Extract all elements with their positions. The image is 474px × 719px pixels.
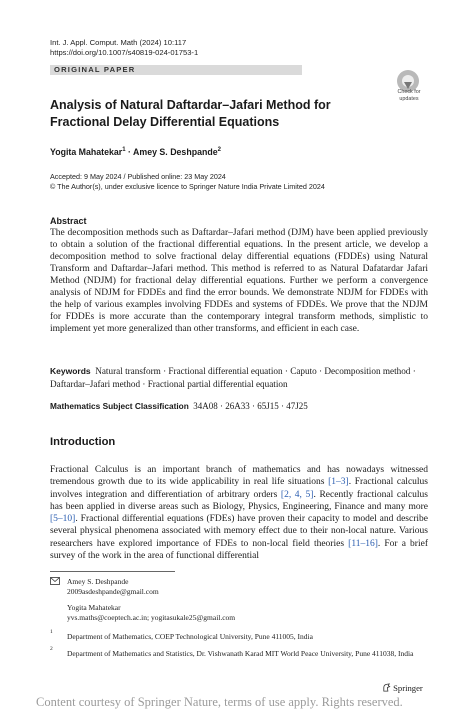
author-list (50, 147, 221, 157)
author-footnote-email[interactable]: yvs.maths@coeptech.ac.in; yogitasukale25@gmail.com (67, 613, 236, 622)
intro-text-run: . Fractional calculus involves integration and differentiation of arbitrary orders (50, 477, 428, 500)
intro-text-run: . Recently fractional calculus has been applied in diverse areas such as Biology, Physics, Engineering, Finance and many more (50, 489, 428, 512)
citation-link[interactable]: [11–16] (348, 538, 378, 549)
article-type-label: ORIGINAL PAPER (54, 65, 136, 74)
check-for-updates-badge[interactable] (392, 70, 426, 108)
introduction-heading: Introduction (50, 436, 116, 448)
affiliation-text: Department of Mathematics, COEP Technological University, Pune 411005, India (67, 632, 313, 641)
envelope-icon (50, 577, 60, 588)
corresponding-author-marker (50, 577, 65, 588)
corresponding-author-email[interactable]: 2009asdeshpande@gmail.com (67, 587, 159, 596)
springer-logo (382, 683, 423, 693)
paper-title: Analysis of Natural Daftardar–Jafari Method for Fractional Delay Differential Equations (50, 98, 331, 129)
publisher-name: Springer (393, 683, 423, 693)
keywords-label: Keywords (50, 366, 91, 376)
introduction-paragraph (50, 464, 428, 562)
affiliation-marker: 1 (122, 147, 126, 154)
check-for-updates-label: Check for updates (397, 89, 421, 102)
author-separator: · (125, 147, 134, 157)
dates-line: Accepted: 9 May 2024 / Published online: 23 May 2024 (50, 172, 226, 181)
affiliation-text: Department of Mathematics and Statistics, Dr. Vishwanath Karad MIT World Peace University, Pune 411038, India (67, 649, 414, 658)
affiliation-number: 1 (50, 629, 53, 635)
citation-link[interactable]: [5–10] (50, 514, 76, 525)
intro-text-run: . Fractional differential equations (FDEs) have proven their capacity to model and describe several physical phenomena associated with memory effect due to their non-local nature. Various researchers have explored importance of FDEs to non-local field theories (50, 514, 428, 549)
author-footnote-name: Yogita Mahatekar (67, 603, 121, 612)
journal-citation: Int. J. Appl. Comput. Math (2024) 10:117 (50, 38, 187, 47)
citation-link[interactable]: [2, 4, 5] (280, 489, 314, 500)
keywords-section (50, 365, 428, 390)
footnote-divider (50, 571, 175, 572)
keywords-text: Natural transform · Fractional differential equation · Caputo · Decomposition method · Daftardar–Jafari method · Fractional partial differential equation (50, 366, 416, 389)
courtesy-watermark: Content courtesy of Springer Nature, terms of use apply. Rights reserved. (36, 695, 403, 709)
article-type-banner (50, 65, 302, 75)
author-name[interactable]: Amey S. Deshpande (133, 147, 218, 157)
author-name[interactable]: Yogita Mahatekar (50, 147, 123, 157)
affiliation-number: 2 (50, 646, 53, 652)
intro-text-run: Fractional Calculus is an important branch of mathematics and has nowadays witnessed tremendous growth due to its wide applicability in real life situations (50, 465, 428, 488)
abstract-heading: Abstract (50, 216, 87, 226)
affiliation-marker: 2 (217, 147, 221, 154)
corresponding-author-name: Amey S. Deshpande (67, 577, 129, 586)
intro-text-run: . For a brief survey of the work in the area of functional differential (50, 538, 428, 562)
abstract-text: The decomposition methods such as Daftardar–Jafari method (DJM) have been applied previously to obtain a solution of the fractional differential equations. In the present article, we develop a decomposition method to solve fractional delay differential equations (FDDEs) using Natural Transform and Daftardar–Jafari method. This method is referred to as Natural Dafatardar Jafari Method (NDJM) for fractional delay differential equations. Further we perform a convergence analysis of NDJM for FDDEs and find the error bounds. We demonstrate NDJM for FDDEs with the help of various examples involving FDDEs and systems of FDDEs. We prove that the NDJM for FDDEs is more accurate than the contemporary integral transform methods, simplistic to implement yet more generalized than other transforms, and efficient in each case. (50, 228, 428, 335)
springer-logo-icon (382, 683, 391, 692)
citation-link[interactable]: [1–3] (328, 477, 349, 488)
msc-codes: 34A08 · 26A33 · 65J15 · 47J25 (193, 401, 308, 411)
doi-link[interactable]: https://doi.org/10.1007/s40819-024-01753-1 (50, 48, 199, 57)
msc-label: Mathematics Subject Classification (50, 401, 189, 411)
journal-reference (50, 38, 198, 58)
copyright-line: © The Author(s), under exclusive licence to Springer Nature India Private Limited 2024 (50, 182, 325, 191)
publication-dates (50, 172, 325, 192)
msc-section (50, 401, 308, 411)
